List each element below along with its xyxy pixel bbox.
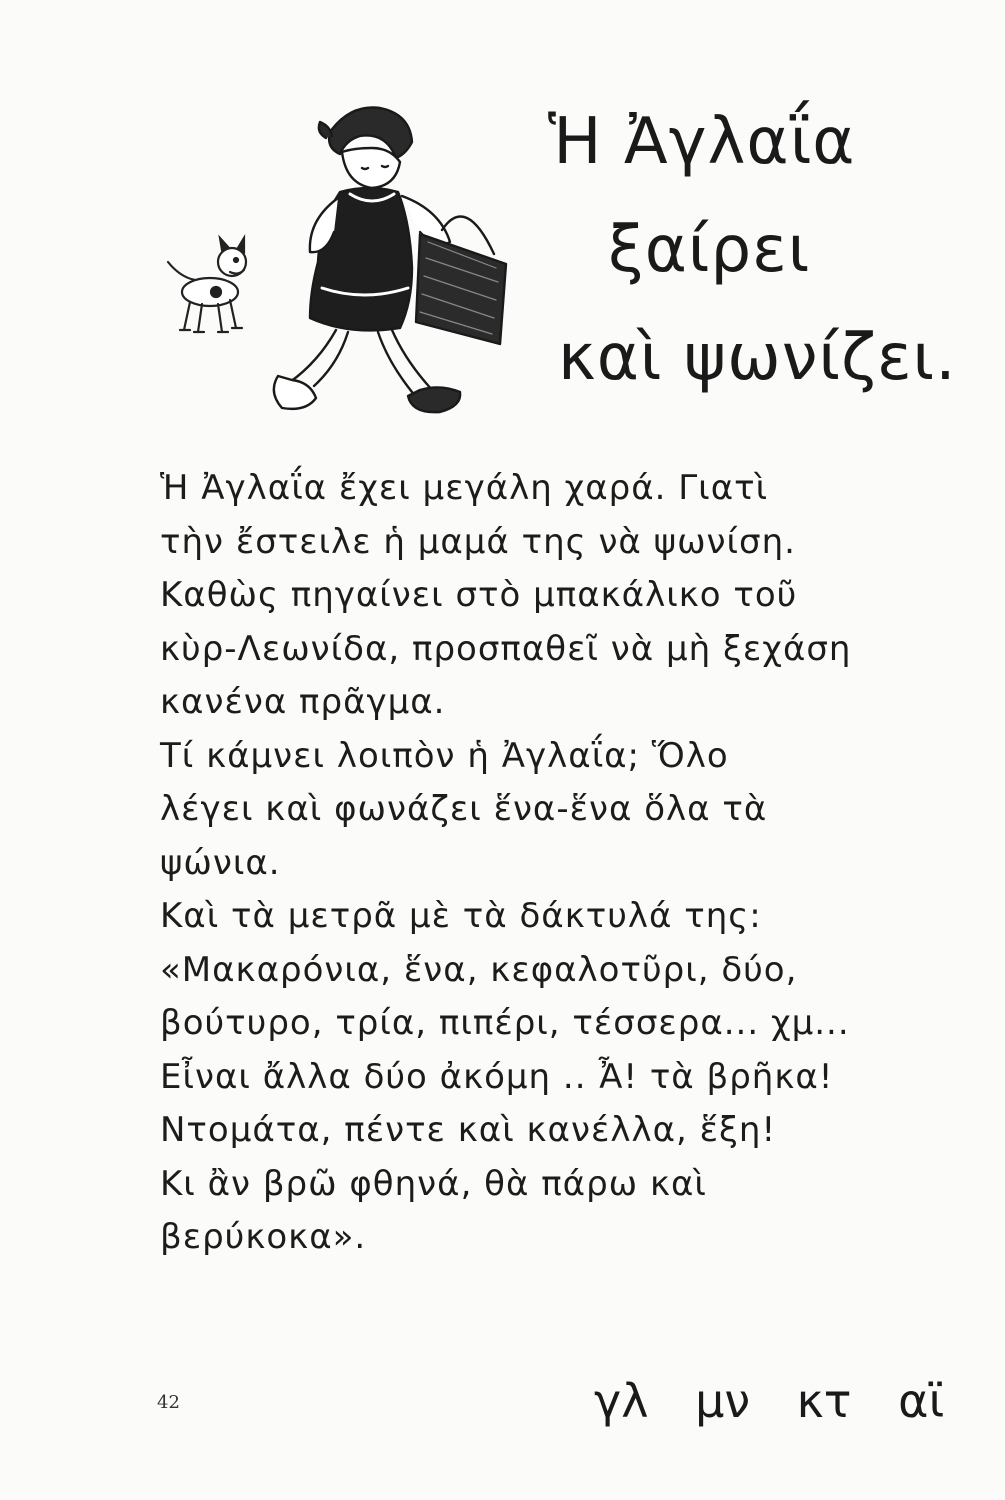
letter-group: μν <box>695 1374 751 1428</box>
title-line: ξαίρει <box>608 213 811 287</box>
text-line: τὴν ἔστειλε ἡ μαμά της νὰ ψωνίση. <box>160 521 796 562</box>
text-line: λέγει καὶ φωνάζει ἕνα-ἕνα ὅλα τὰ <box>160 789 768 829</box>
title-line: Ἡ Ἀγλαΐα <box>548 105 856 179</box>
dog-icon <box>168 238 246 332</box>
page-number: 42 <box>157 1392 180 1413</box>
text-line: Καθὼς πηγαίνει στὸ μπακάλικο τοῦ <box>160 575 798 615</box>
text-line: βερύκοκα». <box>160 1217 367 1257</box>
text-line: Καὶ τὰ μετρᾶ μὲ τὰ δάκτυλά της: <box>160 896 762 936</box>
girl-figure <box>274 108 506 413</box>
letter-group: κτ <box>796 1374 852 1428</box>
text-line: Ντομάτα, πέντε καὶ κανέλλα, ἕξη! <box>160 1110 777 1150</box>
text-line: Κι ἂν βρῶ φθηνά, θὰ πάρω καὶ <box>160 1163 707 1204</box>
letter-group: αϊ <box>898 1374 944 1428</box>
text-line: κὺρ-Λεωνίδα, προσπαθεῖ νὰ μὴ ξεχάση <box>160 628 852 669</box>
text-line: κανένα πρᾶγμα. <box>160 682 446 722</box>
text-line: βούτυρο, τρία, πιπέρι, τέσσερα... χμ... <box>160 1003 850 1043</box>
girl-with-basket-and-dog-illustration <box>150 92 520 432</box>
text-line: Ἡ Ἀγλαΐα ἔχει μεγάλη χαρά. Γιατὶ <box>160 468 769 508</box>
text-line: «Μακαρόνια, ἕνα, κεφαλοτῦρι, δύο, <box>160 949 798 990</box>
letter-group: γλ <box>594 1374 649 1428</box>
text-line: Τί κάμνει λοιπὸν ἡ Ἀγλαΐα; Ὅλο <box>160 735 729 776</box>
lesson-title <box>548 88 988 412</box>
text-line: ψώνια. <box>160 842 281 883</box>
text-line: Εἶναι ἄλλα δύο ἀκόμη .. Ἆ! τὰ βρῆκα! <box>160 1056 834 1097</box>
title-line: καὶ ψωνίζει. <box>558 321 957 395</box>
letter-groups <box>594 1374 944 1428</box>
lesson-body-text <box>160 462 940 1265</box>
